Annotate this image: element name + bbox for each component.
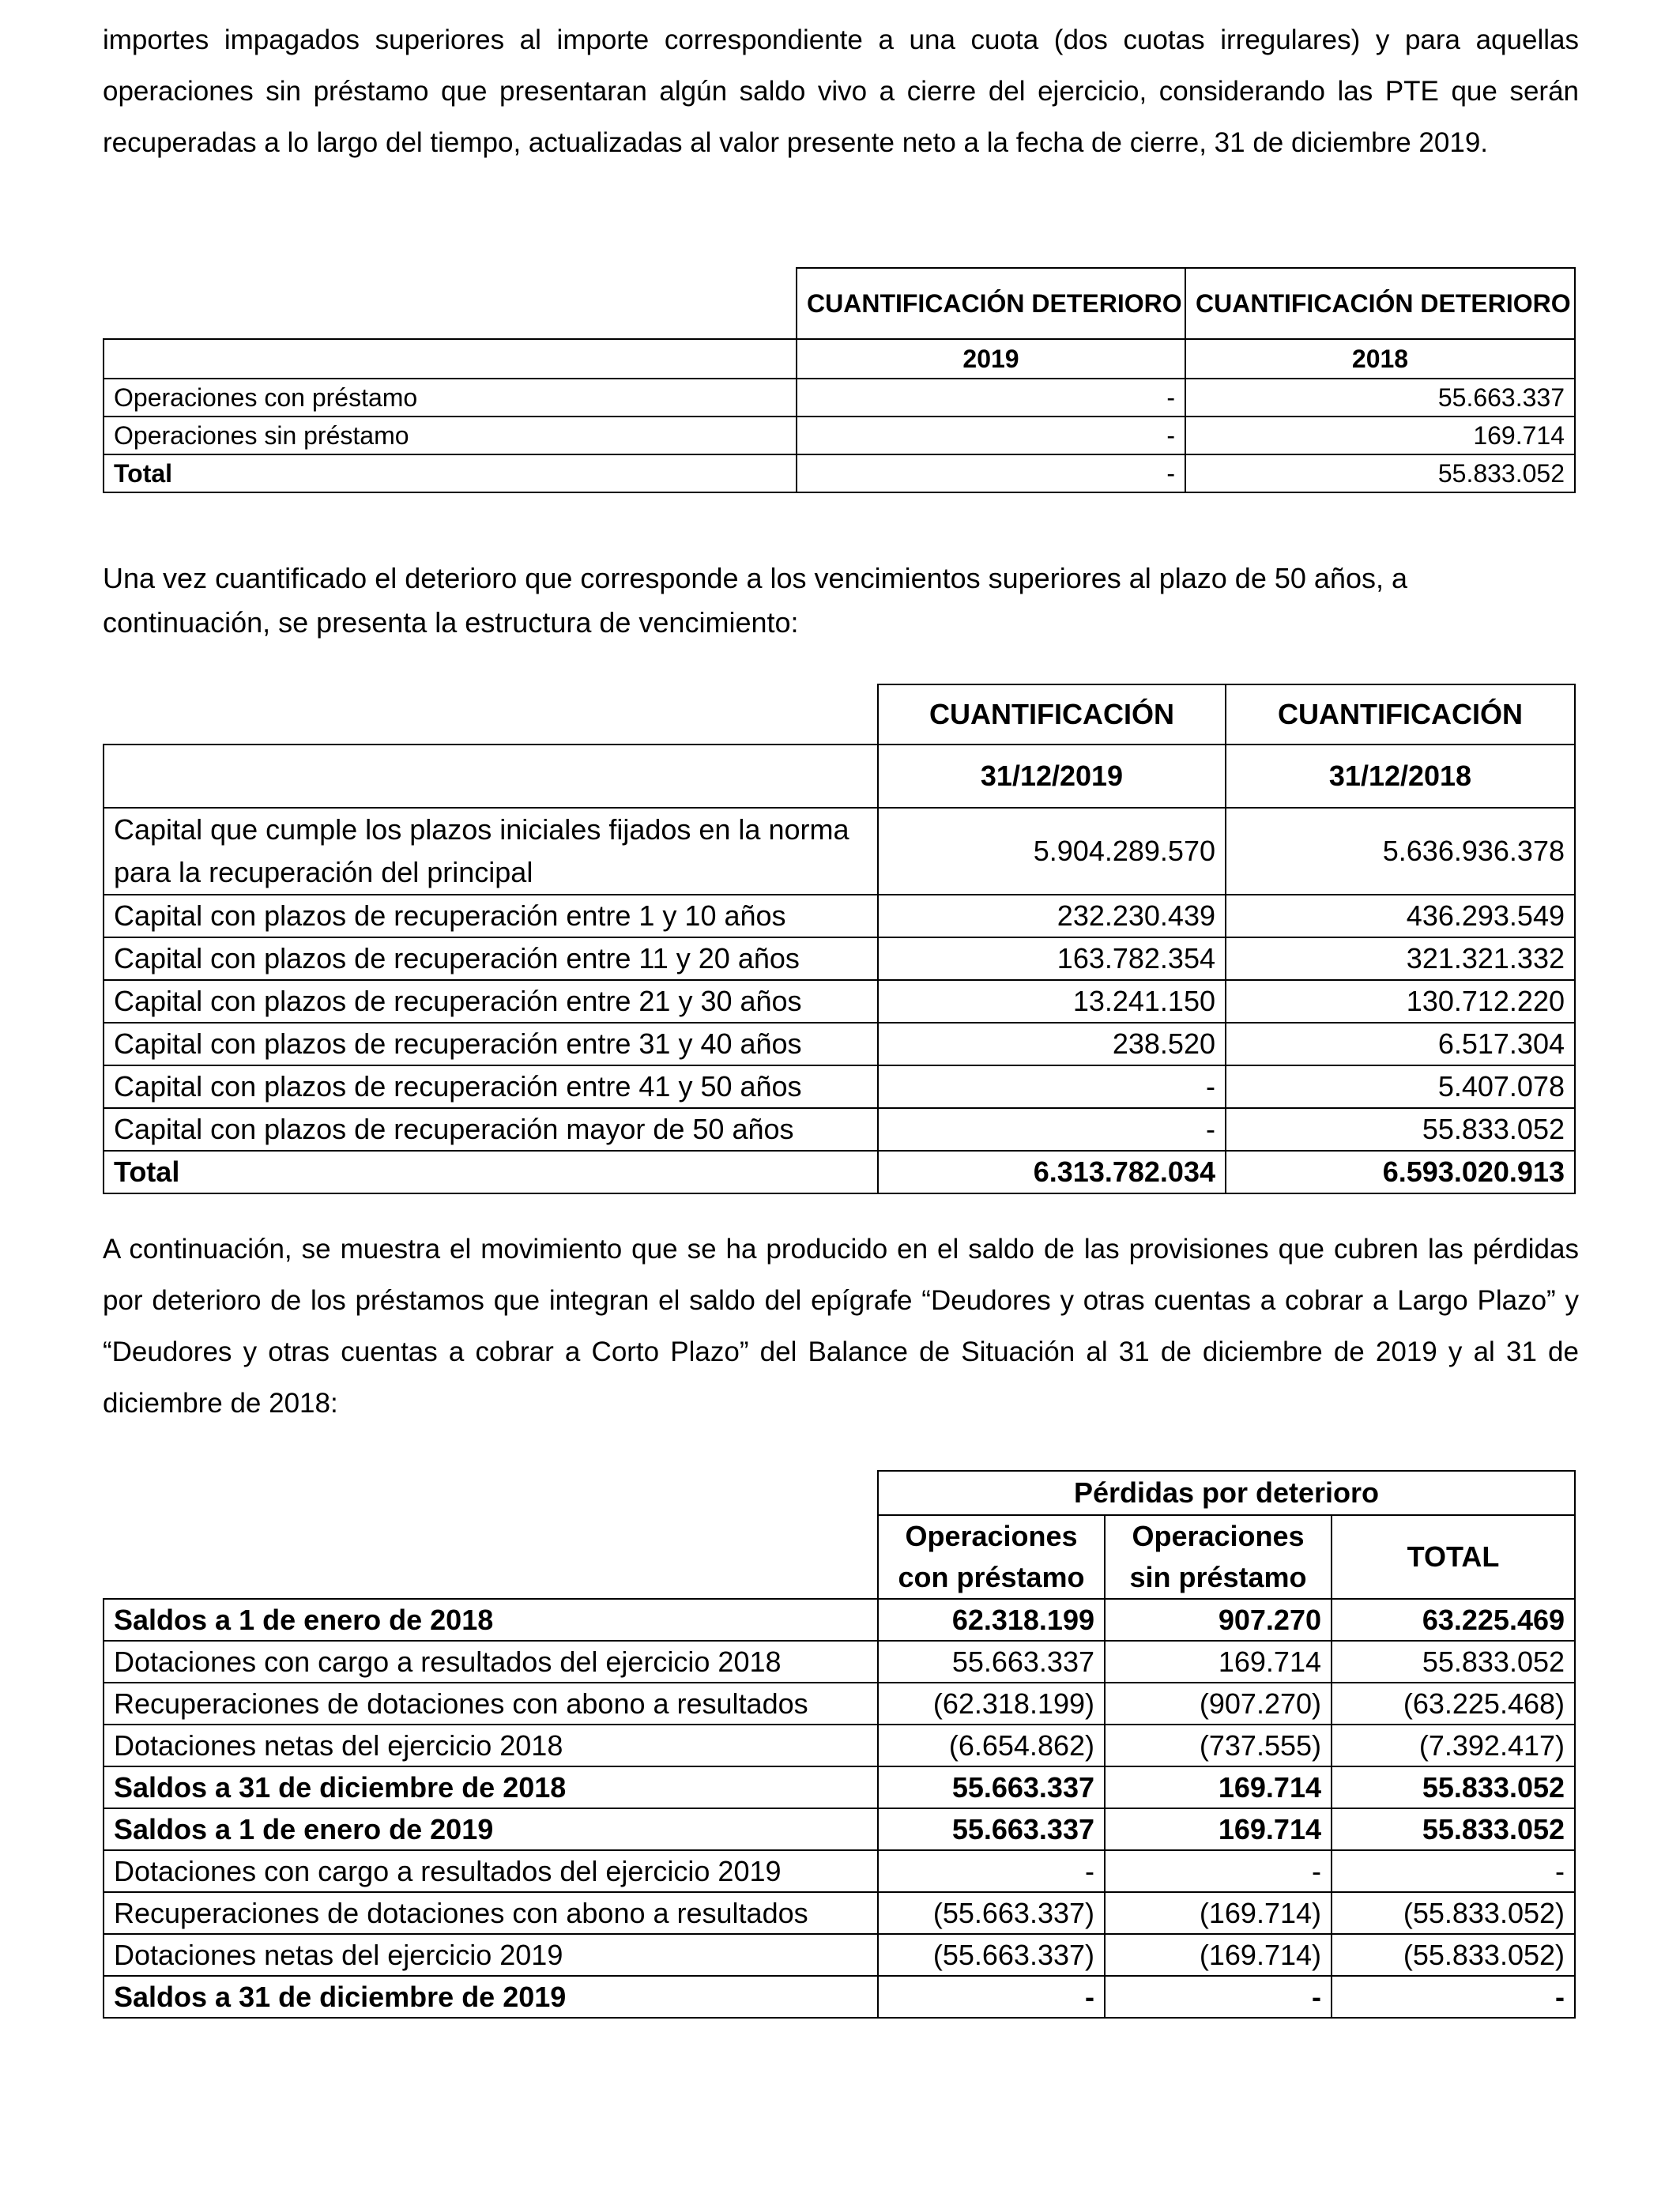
value-cell: 907.270 (1105, 1599, 1332, 1641)
value-cell: - (878, 1108, 1226, 1151)
row-label: Saldos a 1 de enero de 2018 (104, 1599, 878, 1641)
column-header: Operaciones sin préstamo (1105, 1515, 1332, 1599)
row-label: Recuperaciones de dotaciones con abono a resultados (104, 1892, 878, 1934)
table-row (104, 1065, 1575, 1108)
value-cell: 55.663.337 (878, 1808, 1105, 1850)
value-cell: 6.517.304 (1226, 1023, 1575, 1065)
value-cell: - (878, 1850, 1105, 1892)
row-label: Saldos a 31 de diciembre de 2018 (104, 1766, 878, 1808)
impairment-movement-table (103, 1470, 1576, 2019)
date-header: 31/12/2018 (1226, 745, 1575, 808)
table-row (104, 1808, 1575, 1850)
table-row (104, 980, 1575, 1023)
value-cell: (62.318.199) (878, 1683, 1105, 1725)
value-cell: - (878, 1976, 1105, 2018)
column-header: CUANTIFICACIÓN (878, 684, 1226, 745)
row-label: Capital con plazos de recuperación entre 21 y 30 años (104, 980, 878, 1023)
table-row (104, 1599, 1575, 1641)
value-cell: 130.712.220 (1226, 980, 1575, 1023)
table-row (104, 1725, 1575, 1766)
value-cell: 5.636.936.378 (1226, 808, 1575, 895)
row-label: Dotaciones con cargo a resultados del ejercicio 2018 (104, 1641, 878, 1683)
year-header: 2019 (797, 339, 1185, 379)
year-header: 2018 (1185, 339, 1575, 379)
value-cell: (169.714) (1105, 1892, 1332, 1934)
value-cell: (737.555) (1105, 1725, 1332, 1766)
value-cell: (169.714) (1105, 1934, 1332, 1976)
table-total-row (104, 1151, 1575, 1193)
value-cell: 321.321.332 (1226, 937, 1575, 980)
maturity-intro-paragraph: Una vez cuantificado el deterioro que corresponde a los vencimientos superiores al plazo de 50 años, a continuación, se presenta la estructura de vencimiento: (103, 562, 1407, 639)
column-header: Operaciones con préstamo (878, 1515, 1105, 1599)
value-cell: - (797, 379, 1185, 417)
value-cell: 169.714 (1185, 417, 1575, 454)
table-row (104, 1023, 1575, 1065)
value-cell: 63.225.469 (1332, 1599, 1575, 1641)
value-cell: - (797, 454, 1185, 492)
value-cell: 238.520 (878, 1023, 1226, 1065)
value-cell: - (1105, 1850, 1332, 1892)
value-cell: - (1332, 1850, 1575, 1892)
row-label: Capital que cumple los plazos iniciales fijados en la norma para la recuperación del principal (104, 808, 878, 895)
value-cell: - (1332, 1976, 1575, 2018)
date-header: 31/12/2019 (878, 745, 1226, 808)
value-cell: (63.225.468) (1332, 1683, 1575, 1725)
value-cell: (55.663.337) (878, 1934, 1105, 1976)
value-cell: 436.293.549 (1226, 895, 1575, 937)
value-cell: 55.833.052 (1332, 1641, 1575, 1683)
value-cell: 169.714 (1105, 1641, 1332, 1683)
row-label: Recuperaciones de dotaciones con abono a resultados (104, 1683, 878, 1725)
value-cell: (6.654.862) (878, 1725, 1105, 1766)
row-label: Capital con plazos de recuperación entre 41 y 50 años (104, 1065, 878, 1108)
table-row (104, 1683, 1575, 1725)
maturity-structure-table (103, 684, 1576, 1194)
row-label: Dotaciones netas del ejercicio 2019 (104, 1934, 878, 1976)
value-cell: 163.782.354 (878, 937, 1226, 980)
table-row (104, 379, 1575, 417)
column-header: CUANTIFICACIÓN DETERIORO (1185, 268, 1575, 339)
value-cell: 232.230.439 (878, 895, 1226, 937)
intro-paragraph: importes impagados superiores al importe correspondiente a una cuota (dos cuotas irregulares) y para aquellas operaciones sin préstamo que presentaran algún saldo vivo a cierre del ejercicio, considerando las PTE que serán recuperadas a lo largo del tiempo, actualizadas al valor presente neto a la fecha de cierre, 31 de diciembre 2019. (103, 25, 1579, 158)
value-cell: - (878, 1065, 1226, 1108)
table-row (104, 1850, 1575, 1892)
table-row (104, 808, 1575, 895)
value-cell: 6.593.020.913 (1226, 1151, 1575, 1193)
table-row (104, 937, 1575, 980)
value-cell: (55.663.337) (878, 1892, 1105, 1934)
value-cell: 55.663.337 (1185, 379, 1575, 417)
row-label: Saldos a 1 de enero de 2019 (104, 1808, 878, 1850)
value-cell: 55.663.337 (878, 1766, 1105, 1808)
row-label: Capital con plazos de recuperación entre 11 y 20 años (104, 937, 878, 980)
row-label: Total (104, 454, 797, 492)
value-cell: (55.833.052) (1332, 1934, 1575, 1976)
column-header: TOTAL (1332, 1515, 1575, 1599)
value-cell: 55.833.052 (1332, 1808, 1575, 1850)
value-cell: 169.714 (1105, 1766, 1332, 1808)
table-row (104, 1766, 1575, 1808)
group-header: Pérdidas por deterioro (878, 1471, 1575, 1515)
value-cell: 5.904.289.570 (878, 808, 1226, 895)
table-row (104, 1108, 1575, 1151)
value-cell: 62.318.199 (878, 1599, 1105, 1641)
value-cell: 6.313.782.034 (878, 1151, 1226, 1193)
table-row (104, 1641, 1575, 1683)
impairment-quantification-table (103, 267, 1576, 493)
value-cell: 169.714 (1105, 1808, 1332, 1850)
row-label: Capital con plazos de recuperación mayor de 50 años (104, 1108, 878, 1151)
value-cell: 55.833.052 (1332, 1766, 1575, 1808)
value-cell: (7.392.417) (1332, 1725, 1575, 1766)
table-row (104, 895, 1575, 937)
value-cell: (55.833.052) (1332, 1892, 1575, 1934)
table-row (104, 1934, 1575, 1976)
row-label: Capital con plazos de recuperación entre 1 y 10 años (104, 895, 878, 937)
value-cell: 5.407.078 (1226, 1065, 1575, 1108)
value-cell: 55.833.052 (1226, 1108, 1575, 1151)
value-cell: - (1105, 1976, 1332, 2018)
value-cell: - (797, 417, 1185, 454)
value-cell: (907.270) (1105, 1683, 1332, 1725)
value-cell: 55.663.337 (878, 1641, 1105, 1683)
row-label: Capital con plazos de recuperación entre 31 y 40 años (104, 1023, 878, 1065)
row-label: Operaciones sin préstamo (104, 417, 797, 454)
movement-intro-paragraph: A continuación, se muestra el movimiento que se ha producido en el saldo de las provisiones que cubren las pérdidas por deterioro de los préstamos que integran el saldo del epígrafe “Deudores y otras cuentas a cobrar a Largo Plazo” y “Deudores y otras cuentas a cobrar a Corto Plazo” del Balance de Situación al 31 de diciembre de 2019 y al 31 de diciembre de 2018: (103, 1234, 1579, 1419)
row-label: Operaciones con préstamo (104, 379, 797, 417)
row-label: Dotaciones netas del ejercicio 2018 (104, 1725, 878, 1766)
row-label: Dotaciones con cargo a resultados del ejercicio 2019 (104, 1850, 878, 1892)
row-label: Total (104, 1151, 878, 1193)
table-row (104, 1976, 1575, 2018)
table-total-row (104, 454, 1575, 492)
table-row (104, 417, 1575, 454)
row-label: Saldos a 31 de diciembre de 2019 (104, 1976, 878, 2018)
table-row (104, 1892, 1575, 1934)
value-cell: 55.833.052 (1185, 454, 1575, 492)
column-header: CUANTIFICACIÓN DETERIORO (797, 268, 1185, 339)
value-cell: 13.241.150 (878, 980, 1226, 1023)
column-header: CUANTIFICACIÓN (1226, 684, 1575, 745)
